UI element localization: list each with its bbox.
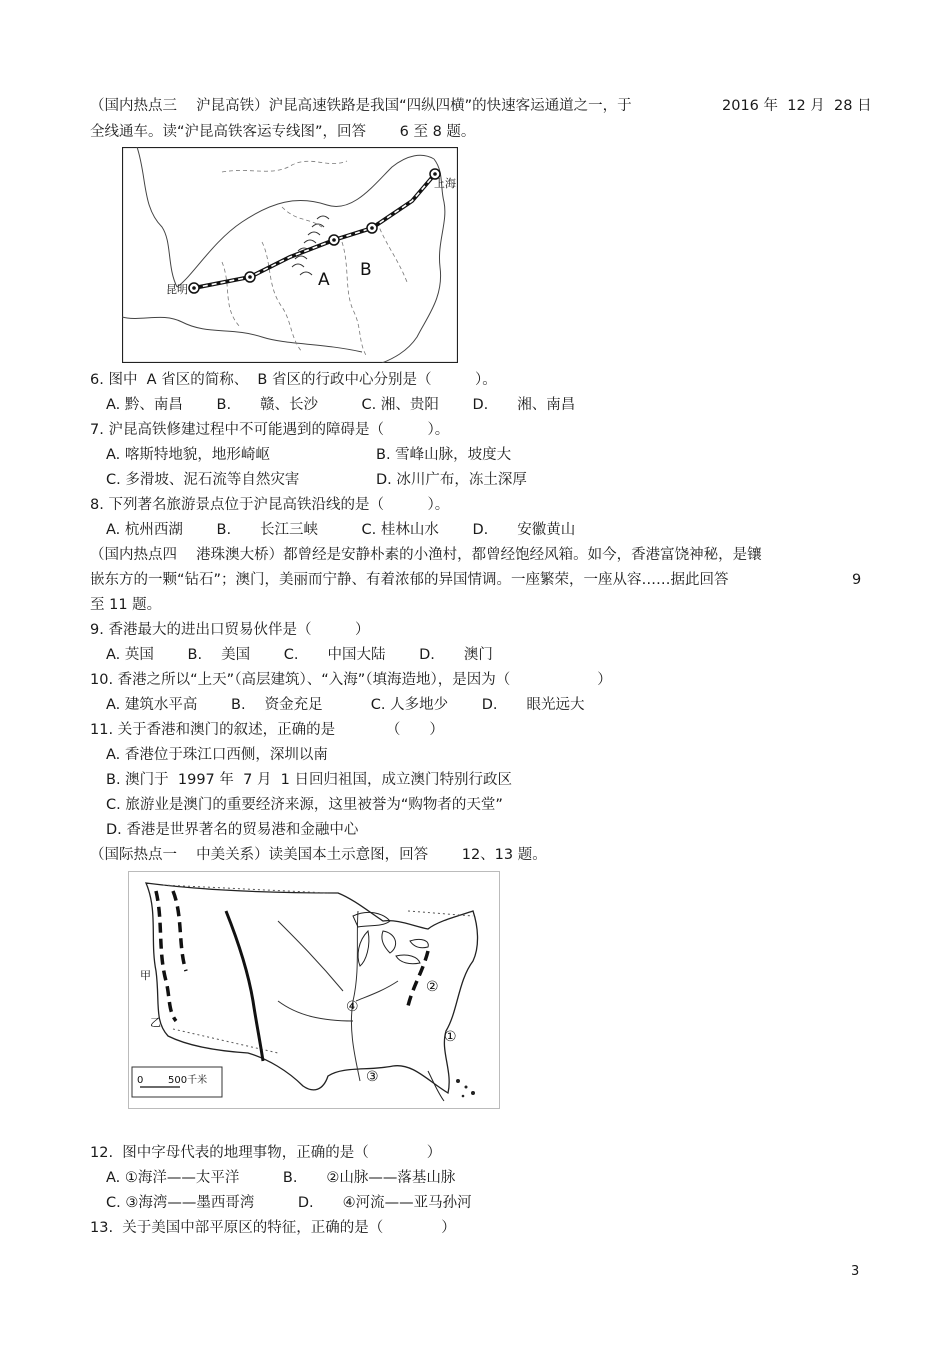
section1-intro-line1: （国内热点三 沪昆高铁）沪昆高速铁路是我国“四纵四横”的快速客运通道之一，于	[90, 98, 632, 114]
label-2-mountains: ②	[426, 979, 439, 995]
question-7-option-b: B. 雪峰山脉，坡度大	[376, 447, 512, 463]
question-8-options: A. 杭州西湖 B. 长江三峡 C. 桂林山水 D. 安徽黄山	[106, 522, 576, 538]
question-8-stem: 8. 下列著名旅游景点位于沪昆高铁沿线的是（ ）。	[90, 497, 450, 513]
section2-intro-line2: 嵌东方的一颗“钻石”；澳门，美丽而宁静、有着浓郁的异国情调。一座繁荣，一座从容……据此回答	[90, 572, 729, 588]
province-a-label: A	[318, 270, 330, 290]
question-9-stem: 9. 香港最大的进出口贸易伙伴是（ ）	[90, 622, 370, 638]
section1-intro-date: 2016 年 12 月 28 日	[722, 98, 872, 114]
section3-intro: （国际热点一 中美关系）读美国本土示意图，回答 12、13 题。	[90, 847, 547, 863]
hu-kun-railway-map	[122, 147, 458, 363]
question-12-options-cd: C. ③海湾——墨西哥湾 D. ④河流——亚马孙河	[106, 1195, 472, 1211]
question-12-stem: 12. 图中字母代表的地理事物，正确的是（ ）	[90, 1145, 442, 1161]
shanghai-label: 上海	[434, 177, 456, 190]
question-7-stem: 7. 沪昆高铁修建过程中不可能遇到的障碍是（ ）。	[90, 422, 450, 438]
section1-intro-line2: 全线通车。读“沪昆高铁客运专线图”，回答 6 至 8 题。	[90, 124, 476, 140]
page-number: 3	[851, 1264, 860, 1279]
question-10-stem: 10. 香港之所以“上天”（高层建筑）、“入海”（填海造地），是因为（ ）	[90, 672, 612, 688]
question-13-stem: 13. 关于美国中部平原区的特征，正确的是（ ）	[90, 1220, 456, 1236]
question-11-option-b: B. 澳门于 1997 年 7 月 1 日回归祖国，成立澳门特别行政区	[106, 772, 512, 788]
question-11-option-c: C. 旅游业是澳门的重要经济来源，这里被誉为“购物者的天堂”	[106, 797, 503, 813]
label-jia: 甲	[140, 969, 151, 982]
label-1-ocean: ①	[444, 1029, 457, 1045]
question-7-option-a: A. 喀斯特地貌，地形崎岖	[106, 447, 270, 463]
question-7-option-c: C. 多滑坡、泥石流等自然灾害	[106, 472, 300, 488]
label-4-river: ④	[346, 999, 359, 1015]
question-11-option-a: A. 香港位于珠江口西侧，深圳以南	[106, 747, 328, 763]
scale-label: 500千米	[168, 1075, 208, 1086]
question-6-stem: 6. 图中 A 省区的简称、 B 省区的行政中心分别是（ ）。	[90, 372, 497, 388]
scale-zero: 0	[137, 1075, 144, 1086]
question-10-options: A. 建筑水平高 B. 资金充足 C. 人多地少 D. 眼光远大	[106, 697, 585, 713]
province-b-label: B	[360, 260, 372, 280]
label-3-gulf: ③	[366, 1069, 379, 1085]
kunming-label: 昆明	[166, 283, 188, 296]
question-6-options: A. 黔、南昌 B. 赣、长沙 C. 湘、贵阳 D. 湘、南昌	[106, 397, 576, 413]
section2-question-start: 9	[852, 572, 862, 588]
question-9-options: A. 英国 B. 美国 C. 中国大陆 D. 澳门	[106, 647, 493, 663]
section2-intro-line1: （国内热点四 港珠澳大桥）都曾经是安静朴素的小渔村，都曾经饱经风箱。如今，香港富饶神秘，是镶	[90, 547, 762, 563]
question-11-option-d: D. 香港是世界著名的贸易港和金融中心	[106, 822, 359, 838]
question-12-options-ab: A. ①海洋——太平洋 B. ②山脉——落基山脉	[106, 1170, 456, 1186]
usa-map	[128, 871, 500, 1109]
question-11-stem: 11. 关于香港和澳门的叙述，正确的是 （ ）	[90, 722, 444, 738]
label-yi: 乙	[150, 1016, 161, 1029]
question-7-option-d: D. 冰川广布，冻土深厚	[376, 472, 527, 488]
section2-intro-line3: 至 11 题。	[90, 597, 162, 613]
